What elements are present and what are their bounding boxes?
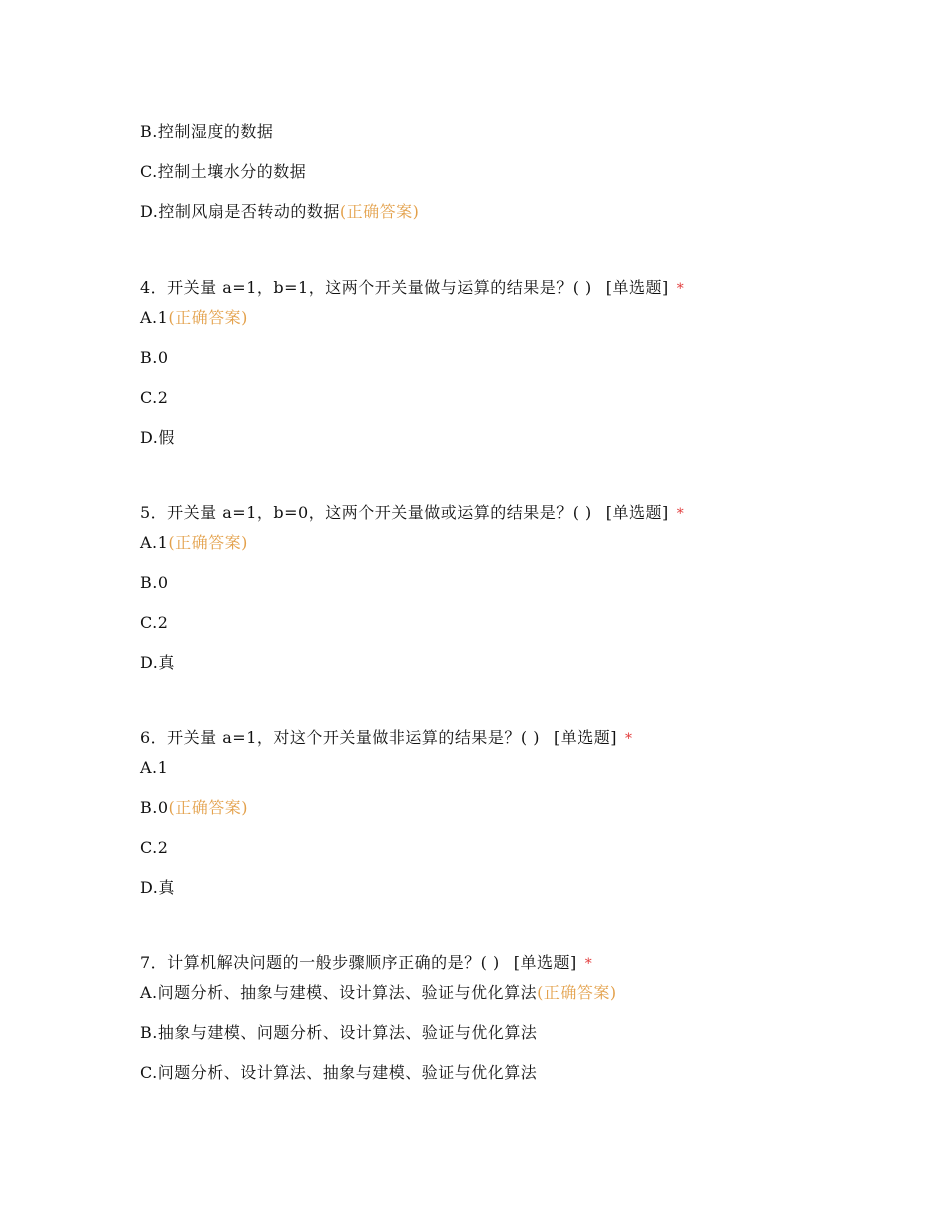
q3-option-c xyxy=(140,162,306,182)
q5-option-d xyxy=(140,653,175,673)
question-type: [单选题] xyxy=(605,278,669,297)
option-text: B.0 xyxy=(140,348,169,367)
correct-answer-label: (正确答案) xyxy=(168,308,248,327)
option-text: C.2 xyxy=(140,388,169,407)
q5-option-c xyxy=(140,613,168,633)
option-text: D.假 xyxy=(140,428,175,447)
q3-option-b xyxy=(140,122,273,142)
correct-answer-label: (正确答案) xyxy=(339,202,420,221)
q5-option-a xyxy=(140,533,248,553)
correct-answer-label: (正确答案) xyxy=(168,533,248,552)
option-text: A.1 xyxy=(140,758,169,777)
required-asterisk: * xyxy=(624,731,633,747)
q7-title xyxy=(140,953,592,974)
required-asterisk: * xyxy=(676,281,685,297)
q6-title xyxy=(140,728,632,749)
option-text: C.2 xyxy=(140,838,169,857)
q6-option-b xyxy=(140,798,248,818)
required-asterisk: * xyxy=(584,956,593,972)
q6-option-d xyxy=(140,878,175,898)
option-text: B.控制湿度的数据 xyxy=(140,122,274,141)
question-type: [单选题] xyxy=(513,953,577,972)
required-asterisk: * xyxy=(676,506,685,522)
option-text: A.1 xyxy=(140,308,169,327)
q4-option-c xyxy=(140,388,168,408)
question-text: 6．开关量 a=1，对这个开关量做非运算的结果是？( ) xyxy=(140,728,540,747)
option-text: B.0 xyxy=(140,798,169,817)
option-text: A.1 xyxy=(140,533,169,552)
correct-answer-label: (正确答案) xyxy=(168,798,249,817)
q4-option-a xyxy=(140,308,248,328)
question-type: [单选题] xyxy=(553,728,617,747)
option-text: A.问题分析、抽象与建模、设计算法、验证与优化算法 xyxy=(140,983,538,1002)
option-text: D.真 xyxy=(140,878,175,897)
correct-answer-label: (正确答案) xyxy=(537,983,617,1002)
option-text: C.2 xyxy=(140,613,169,632)
q4-option-d xyxy=(140,428,175,448)
q6-option-a xyxy=(140,758,168,778)
question-type: [单选题] xyxy=(605,503,669,522)
question-text: 5．开关量 a=1，b=0，这两个开关量做或运算的结果是？( ) xyxy=(140,503,592,522)
q7-option-b xyxy=(140,1023,537,1043)
option-text: C.问题分析、设计算法、抽象与建模、验证与优化算法 xyxy=(140,1063,538,1082)
question-text: 7．计算机解决问题的一般步骤顺序正确的是？( ) xyxy=(140,953,500,972)
q7-option-c xyxy=(140,1063,537,1083)
option-text: D.控制风扇是否转动的数据 xyxy=(140,202,340,221)
q5-option-b xyxy=(140,573,169,593)
option-text: B.0 xyxy=(140,573,169,592)
option-text: C.控制土壤水分的数据 xyxy=(140,162,307,181)
q6-option-c xyxy=(140,838,168,858)
q7-option-a xyxy=(140,983,617,1003)
q3-option-d xyxy=(140,202,419,222)
q4-title xyxy=(140,278,684,299)
q4-option-b xyxy=(140,348,169,368)
option-text: B.抽象与建模、问题分析、设计算法、验证与优化算法 xyxy=(140,1023,538,1042)
question-text: 4．开关量 a=1，b=1，这两个开关量做与运算的结果是？( ) xyxy=(140,278,592,297)
q5-title xyxy=(140,503,684,524)
option-text: D.真 xyxy=(140,653,175,672)
